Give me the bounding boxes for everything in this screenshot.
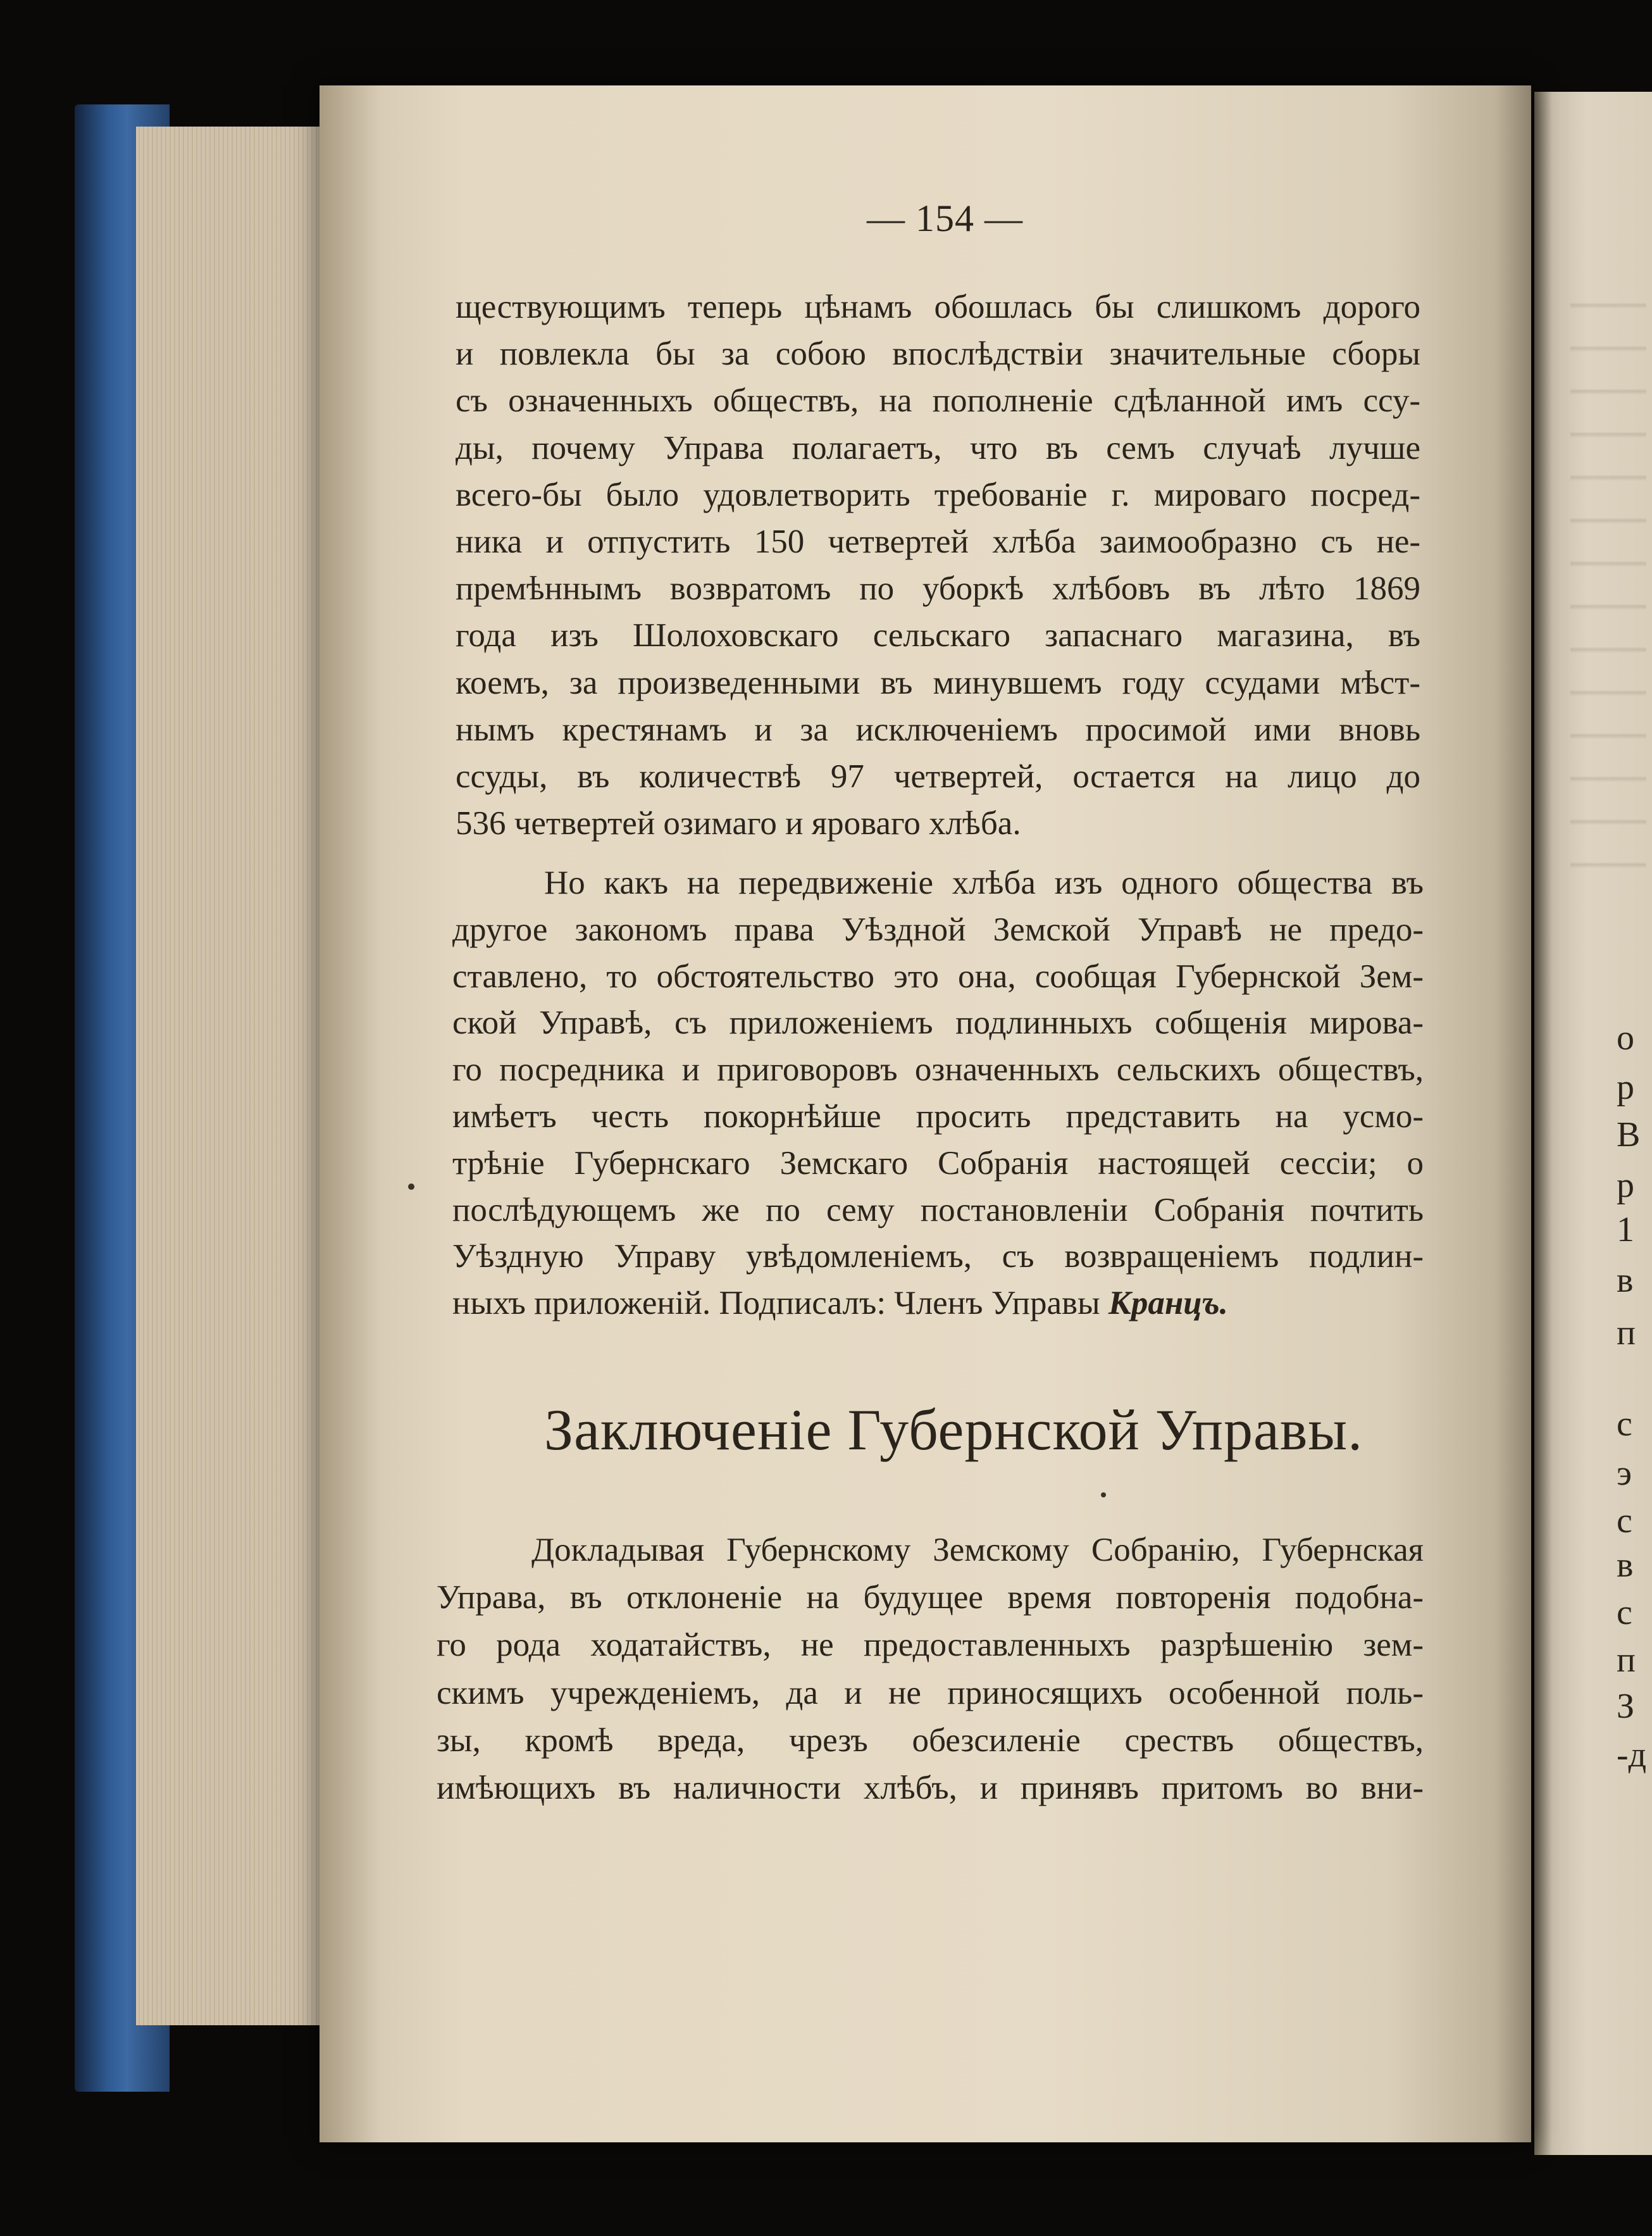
text-line: ставлено, то обстоятельство это она, сообщая Губернской Зем- bbox=[452, 958, 1424, 995]
text-line: го рода ходатайствъ, не предоставленныхъ разрѣшенію зем- bbox=[437, 1627, 1424, 1664]
section-heading: Заключеніе Губернской Управы. bbox=[544, 1397, 1363, 1462]
page-edges bbox=[136, 127, 338, 2025]
text-line: ссуды, въ количествѣ 97 четвертей, остается на лицо до bbox=[456, 758, 1420, 795]
text-line: имѣющихъ въ наличности хлѣбъ, и принявъ притомъ во вни- bbox=[437, 1770, 1424, 1806]
text-line: Управа, въ отклоненіе на будущее время повторенія подобна- bbox=[437, 1579, 1424, 1616]
next-page-fragment: р bbox=[1617, 1068, 1634, 1107]
text-line: ществующимъ теперь цѣнамъ обошлась бы слишкомъ дорого bbox=[456, 289, 1420, 325]
text-line: трѣніе Губернскаго Земскаго Собранія настоящей сессіи; о bbox=[452, 1144, 1424, 1182]
ink-dot bbox=[408, 1184, 414, 1190]
text-line: года изъ Шолоховскаго сельскаго запаснаго магазина, въ bbox=[456, 617, 1420, 654]
next-page-fragment: п bbox=[1617, 1313, 1636, 1352]
text-line: го посредника и приговоровъ означенныхъ сельскихъ обществъ, bbox=[452, 1051, 1424, 1089]
text-line: Докладывая Губернскому Земскому Собранію, Губернская bbox=[531, 1532, 1424, 1568]
text-line: всего-бы было удовлетворить требованіе г. мироваго посред- bbox=[456, 476, 1420, 513]
next-page-fragment: р bbox=[1617, 1166, 1634, 1205]
ink-dot bbox=[1101, 1492, 1106, 1497]
text-line: 536 четвертей озимаго и яроваго хлѣба. bbox=[456, 805, 1021, 842]
next-page-fragment: э bbox=[1617, 1454, 1632, 1493]
text-line: и повлекла бы за собою впослѣдствіи значительные сборы bbox=[456, 335, 1420, 373]
text-line: ныхъ приложеній. Подписалъ: Членъ Управы Кранцъ. bbox=[452, 1285, 1228, 1322]
text-line: ской Управѣ, съ приложеніемъ подлинныхъ собщенія мирова- bbox=[452, 1004, 1424, 1042]
next-page-fragment: в bbox=[1617, 1261, 1634, 1300]
text-line: послѣдующемъ же по сему постановленіи Собранія почтить bbox=[452, 1191, 1424, 1228]
text-line: ды, почему Управа полагаетъ, что въ семъ случаѣ лучше bbox=[456, 429, 1420, 466]
next-page-fragment: -д bbox=[1617, 1735, 1647, 1775]
next-page-fragment: с bbox=[1617, 1404, 1632, 1444]
text-line: съ означенныхъ обществъ, на пополненіе сдѣланной имъ ссу- bbox=[456, 382, 1420, 420]
text-line: Но какъ на передвиженіе хлѣба изъ одного общества въ bbox=[544, 865, 1424, 901]
text-line: имѣетъ честь покорнѣйше просить представить на усмо- bbox=[452, 1098, 1424, 1135]
next-page-fragment: с bbox=[1617, 1501, 1632, 1540]
text-line: Уѣздную Управу увѣдомленіемъ, съ возвращеніемъ подлин- bbox=[452, 1238, 1424, 1275]
text-line: премѣннымъ возвратомъ по уборкѣ хлѣбовъ въ лѣто 1869 bbox=[456, 570, 1420, 608]
next-page-fragment: 1 bbox=[1617, 1210, 1634, 1249]
next-page-fragment: в bbox=[1617, 1546, 1634, 1585]
next-page-fragment: п bbox=[1617, 1640, 1636, 1680]
next-page-fragment: с bbox=[1617, 1593, 1632, 1632]
next-page-bleedthrough bbox=[1570, 266, 1646, 899]
text-line: коемъ, за произведенными въ минувшемъ году ссудами мѣст- bbox=[456, 664, 1420, 701]
next-page-fragment: о bbox=[1617, 1018, 1634, 1058]
text-line: ника и отпустить 150 четвертей хлѣба заимообразно съ не- bbox=[456, 523, 1420, 560]
text-line: скимъ учрежденіемъ, да и не приносящихъ особенной поль- bbox=[437, 1674, 1424, 1711]
text-line: зы, кромѣ вреда, чрезъ обезсиленіе срествъ обществъ, bbox=[437, 1721, 1424, 1759]
page-number: — 154 — bbox=[867, 197, 1023, 239]
text-line: нымъ крестянамъ и за исключеніемъ просимой ими вновь bbox=[456, 711, 1420, 748]
next-page-fragment: З bbox=[1617, 1687, 1635, 1726]
next-page-fragment: В bbox=[1617, 1115, 1641, 1154]
text-line: другое закономъ права Уѣздной Земской Управѣ не предо- bbox=[452, 911, 1424, 948]
signature: Кранцъ. bbox=[1100, 1285, 1228, 1322]
